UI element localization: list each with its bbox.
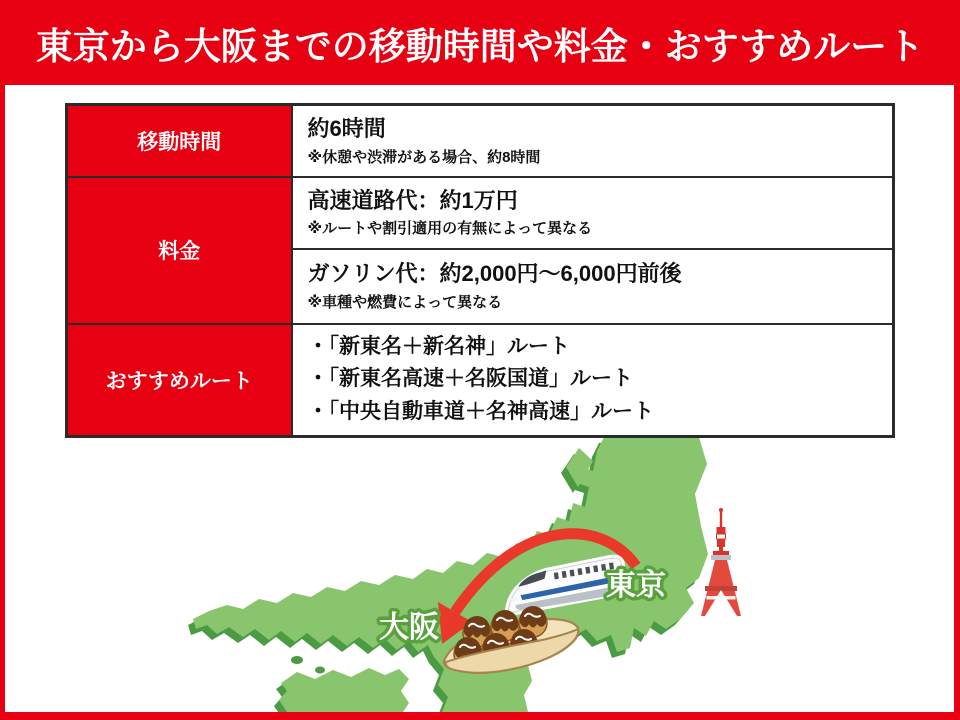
table-row-highway-fee — [67, 177, 894, 249]
highway-fee-note: ※ルートや割引適用の有無によって異なる — [307, 220, 593, 238]
info-table — [65, 103, 895, 438]
shikoku-island — [279, 668, 409, 712]
recommended-routes-cell — [292, 324, 894, 437]
route-line-3: ・「中央自動車道＋名神高速」ルート — [307, 400, 654, 424]
seto-islet-1 — [291, 656, 303, 664]
gasoline-fee-cell — [292, 249, 894, 324]
row-header-travel-time: 移動時間 — [67, 105, 292, 177]
seto-islet-2 — [315, 667, 325, 674]
table-row-recommended-routes — [67, 324, 894, 437]
frame-right — [954, 85, 960, 720]
route-line-2: ・「新東名高速＋名阪国道」ルート — [307, 367, 633, 391]
tokyo-tower-icon — [701, 508, 741, 616]
highway-fee-value: 高速道路代：約1万円 — [307, 187, 518, 213]
frame-bottom — [0, 712, 960, 720]
frame-left — [0, 85, 5, 720]
travel-time-note: ※休憩や渋滞がある場合、約8時間 — [307, 148, 541, 166]
travel-time-value: 約6時間 — [307, 116, 386, 141]
row-header-fee: 料金 — [67, 177, 292, 324]
tokyo-label: 東京 — [606, 569, 666, 602]
table-row-travel-time — [67, 105, 894, 177]
gasoline-fee-note: ※車種や燃費によって異なる — [307, 293, 503, 311]
row-header-recommended-routes: おすすめルート — [67, 324, 292, 437]
header-banner — [0, 0, 960, 85]
osaka-label: 大阪 — [379, 611, 439, 644]
route-line-1: ・「新東名＋新名神」ルート — [307, 334, 570, 358]
travel-time-cell — [292, 105, 894, 177]
page-title: 東京から大阪までの移動時間や料金・おすすめルート — [35, 25, 925, 67]
gasoline-fee-value: ガソリン代：約2,000円〜6,000円前後 — [307, 261, 682, 287]
highway-fee-cell — [292, 177, 894, 249]
